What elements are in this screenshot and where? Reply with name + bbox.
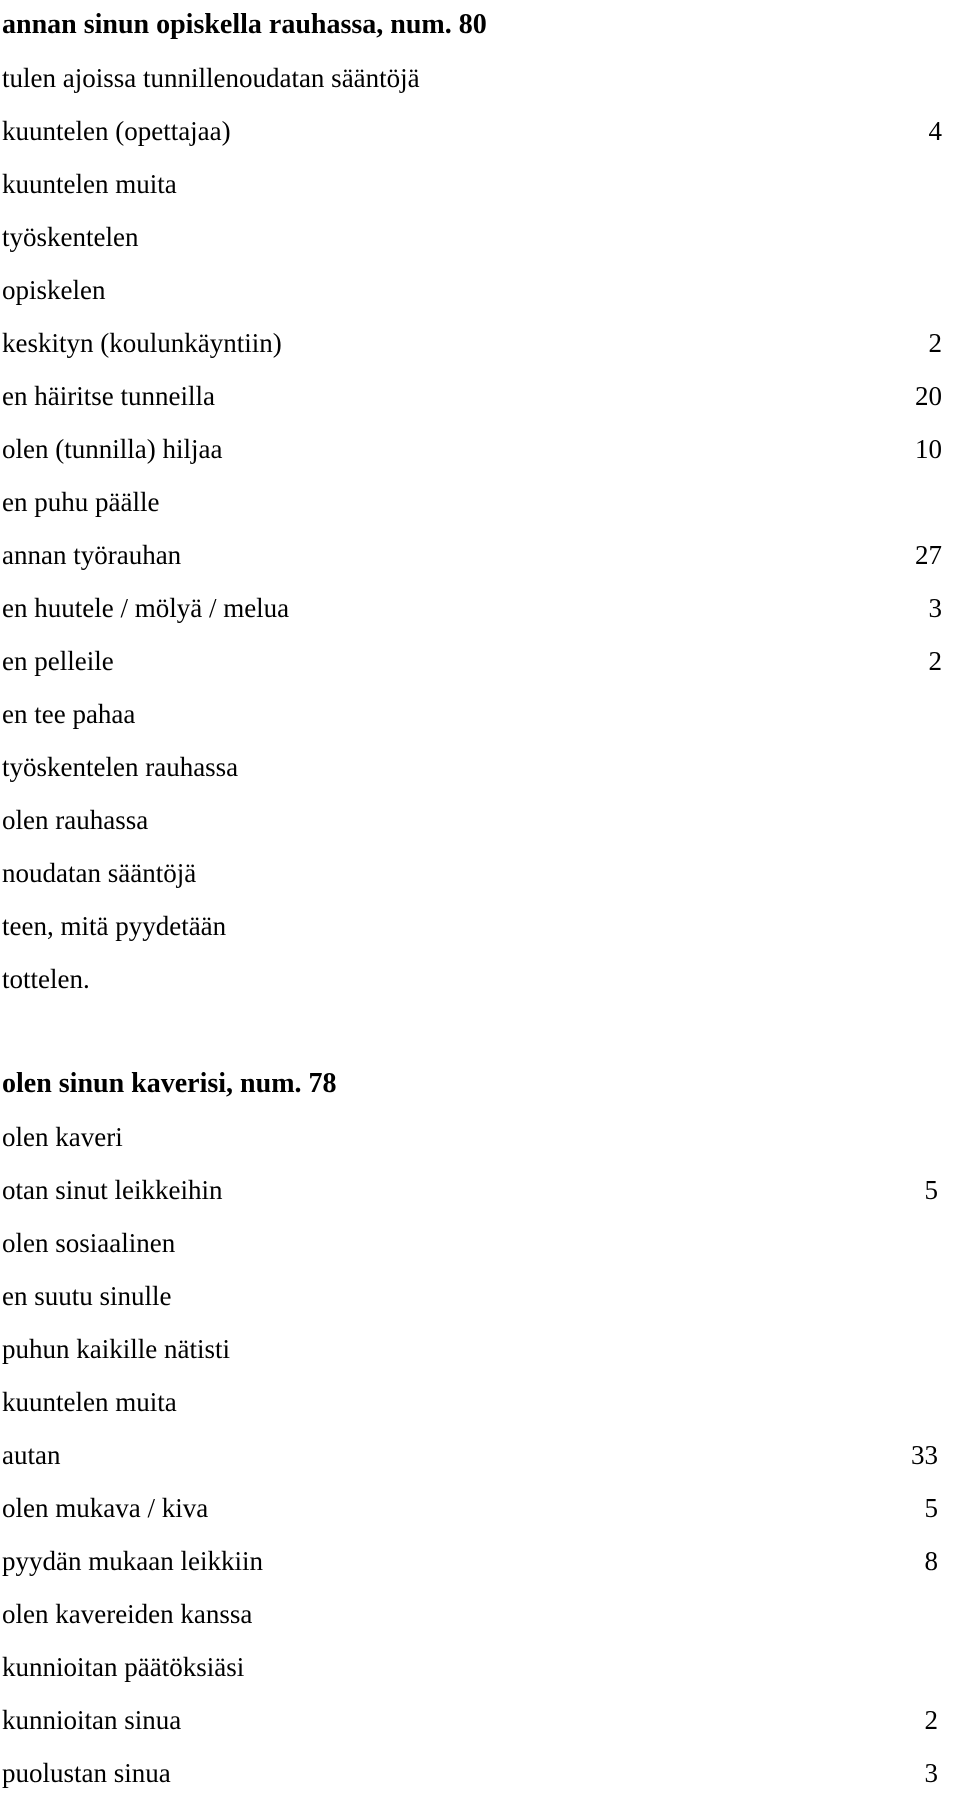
list-item — [0, 1112, 960, 1165]
item-label: en pelleile — [2, 646, 114, 676]
item-count: 33 — [911, 1440, 938, 1470]
item-label: opiskelen — [2, 275, 106, 305]
list-item — [0, 954, 960, 1007]
list-item — [0, 1483, 960, 1536]
item-label: en huutele / mölyä / melua — [2, 593, 290, 623]
item-count: 27 — [915, 540, 942, 570]
item-count: 5 — [924, 1175, 938, 1205]
list-item — [0, 1377, 960, 1430]
item-label: puolustan sinua — [2, 1758, 171, 1788]
item-label: olen mukava / kiva — [2, 1493, 209, 1523]
item-count: 5 — [924, 1493, 938, 1523]
item-label: noudatan sääntöjä — [2, 858, 197, 888]
item-label: kunnioitan päätöksiäsi — [2, 1652, 245, 1682]
list-item — [0, 371, 960, 424]
item-label: kuuntelen muita — [2, 1387, 177, 1417]
item-label: tottelen. — [2, 964, 90, 994]
item-label: olen sosiaalinen — [2, 1228, 176, 1258]
item-count: 20 — [915, 381, 942, 411]
list-item — [0, 265, 960, 318]
list-item — [0, 901, 960, 954]
list-item — [0, 106, 960, 159]
item-label: en puhu päälle — [2, 487, 160, 517]
list-item — [0, 1271, 960, 1324]
list-item — [0, 1589, 960, 1642]
item-label: kuuntelen (opettajaa) — [2, 116, 231, 146]
list-item — [0, 318, 960, 371]
item-label: tulen ajoissa tunnillenoudatan sääntöjä — [2, 63, 420, 93]
list-item — [0, 742, 960, 795]
section-friend — [0, 1059, 960, 1801]
item-label: olen kaveri — [2, 1122, 123, 1152]
item-label: keskityn (koulunkäyntiin) — [2, 328, 282, 358]
list-item — [0, 848, 960, 901]
item-count: 2 — [928, 328, 942, 358]
list-item — [0, 1218, 960, 1271]
list-item — [0, 1165, 960, 1218]
list-item — [0, 212, 960, 265]
list-item — [0, 583, 960, 636]
item-count: 2 — [924, 1705, 938, 1735]
list-item — [0, 636, 960, 689]
item-label: puhun kaikille nätisti — [2, 1334, 230, 1364]
list-item — [0, 795, 960, 848]
item-label: autan — [2, 1440, 61, 1470]
item-count: 2 — [928, 646, 942, 676]
item-label: en häiritse tunneilla — [2, 381, 215, 411]
list-item — [0, 1536, 960, 1589]
item-label: olen kavereiden kanssa — [2, 1599, 253, 1629]
section-heading: annan sinun opiskella rauhassa, num. 80 — [2, 9, 487, 40]
item-label: teen, mitä pyydetään — [2, 911, 227, 941]
item-list — [0, 53, 960, 1007]
item-count: 10 — [915, 434, 942, 464]
item-count: 3 — [928, 593, 942, 623]
item-label: en suutu sinulle — [2, 1281, 172, 1311]
list-item — [0, 689, 960, 742]
list-item — [0, 530, 960, 583]
item-count: 8 — [924, 1546, 938, 1576]
list-item — [0, 424, 960, 477]
list-item — [0, 1430, 960, 1483]
section-heading: olen sinun kaverisi, num. 78 — [2, 1068, 337, 1099]
item-label: pyydän mukaan leikkiin — [2, 1546, 263, 1576]
item-count: 3 — [924, 1758, 938, 1788]
item-label: työskentelen rauhassa — [2, 752, 239, 782]
item-label: annan työrauhan — [2, 540, 182, 570]
list-item — [0, 477, 960, 530]
item-label: työskentelen — [2, 222, 139, 252]
list-item — [0, 1642, 960, 1695]
list-item — [0, 1748, 960, 1801]
list-item — [0, 1324, 960, 1377]
list-item — [0, 53, 960, 106]
item-label: kuuntelen muita — [2, 169, 177, 199]
item-label: en tee pahaa — [2, 699, 136, 729]
item-list — [0, 1112, 960, 1801]
list-item — [0, 1695, 960, 1748]
list-item — [0, 159, 960, 212]
item-label: otan sinut leikkeihin — [2, 1175, 223, 1205]
item-label: olen rauhassa — [2, 805, 149, 835]
item-label: olen (tunnilla) hiljaa — [2, 434, 223, 464]
item-label: kunnioitan sinua — [2, 1705, 182, 1735]
item-count: 4 — [928, 116, 942, 146]
